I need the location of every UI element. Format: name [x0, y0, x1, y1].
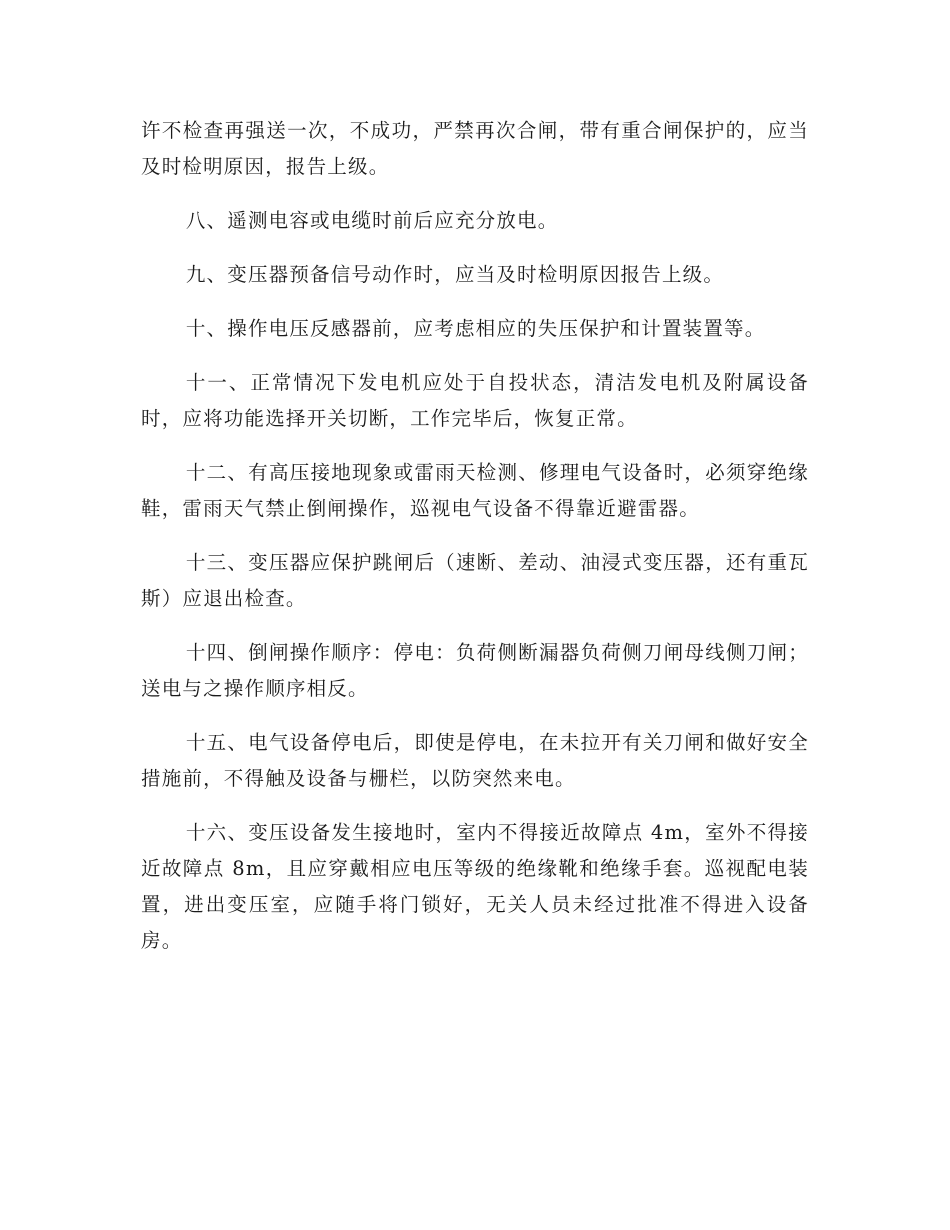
paragraph-item-9: 九、变压器预备信号动作时，应当及时检明原因报告上级。	[185, 263, 725, 286]
document-page	[141, 113, 809, 977]
paragraph-item-8: 八、遥测电容或电缆时前后应充分放电。	[185, 209, 559, 232]
paragraph-item-15: 十五、电气设备停电后，即使是停电，在未拉开有关刀闸和做好安全措施前，不得触及设备与栅栏，以防突然来电。	[141, 731, 809, 790]
paragraph-item-16: 十六、变压设备发生接地时，室内不得接近故障点 4m，室外不得接近故障点 8m，且应穿戴相应电压等级的绝缘靴和绝缘手套。巡视配电装置，进出变压室，应随手将门锁好，无关人员未经过批准不得进入设备房。	[141, 821, 809, 952]
paragraph-item-13: 十三、变压器应保护跳闸后（速断、差动、油浸式变压器，还有重瓦斯）应退出检查。	[141, 551, 809, 610]
paragraph-item-10: 十、操作电压反感器前，应考虑相应的失压保护和计置装置等。	[185, 317, 766, 340]
paragraph-continuation: 许不检查再强送一次，不成功，严禁再次合闸，带有重合闸保护的，应当及时检明原因，报告上级。	[141, 119, 809, 178]
paragraph-item-11: 十一、正常情况下发电机应处于自投状态，清洁发电机及附属设备时，应将功能选择开关切断，工作完毕后，恢复正常。	[141, 371, 809, 430]
paragraph-item-14: 十四、倒闸操作顺序：停电：负荷侧断漏器负荷侧刀闸母线侧刀闸；送电与之操作顺序相反。	[141, 641, 809, 700]
paragraph-item-12: 十二、有高压接地现象或雷雨天检测、修理电气设备时，必须穿绝缘鞋，雷雨天气禁止倒闸操作，巡视电气设备不得靠近避雷器。	[141, 461, 809, 520]
